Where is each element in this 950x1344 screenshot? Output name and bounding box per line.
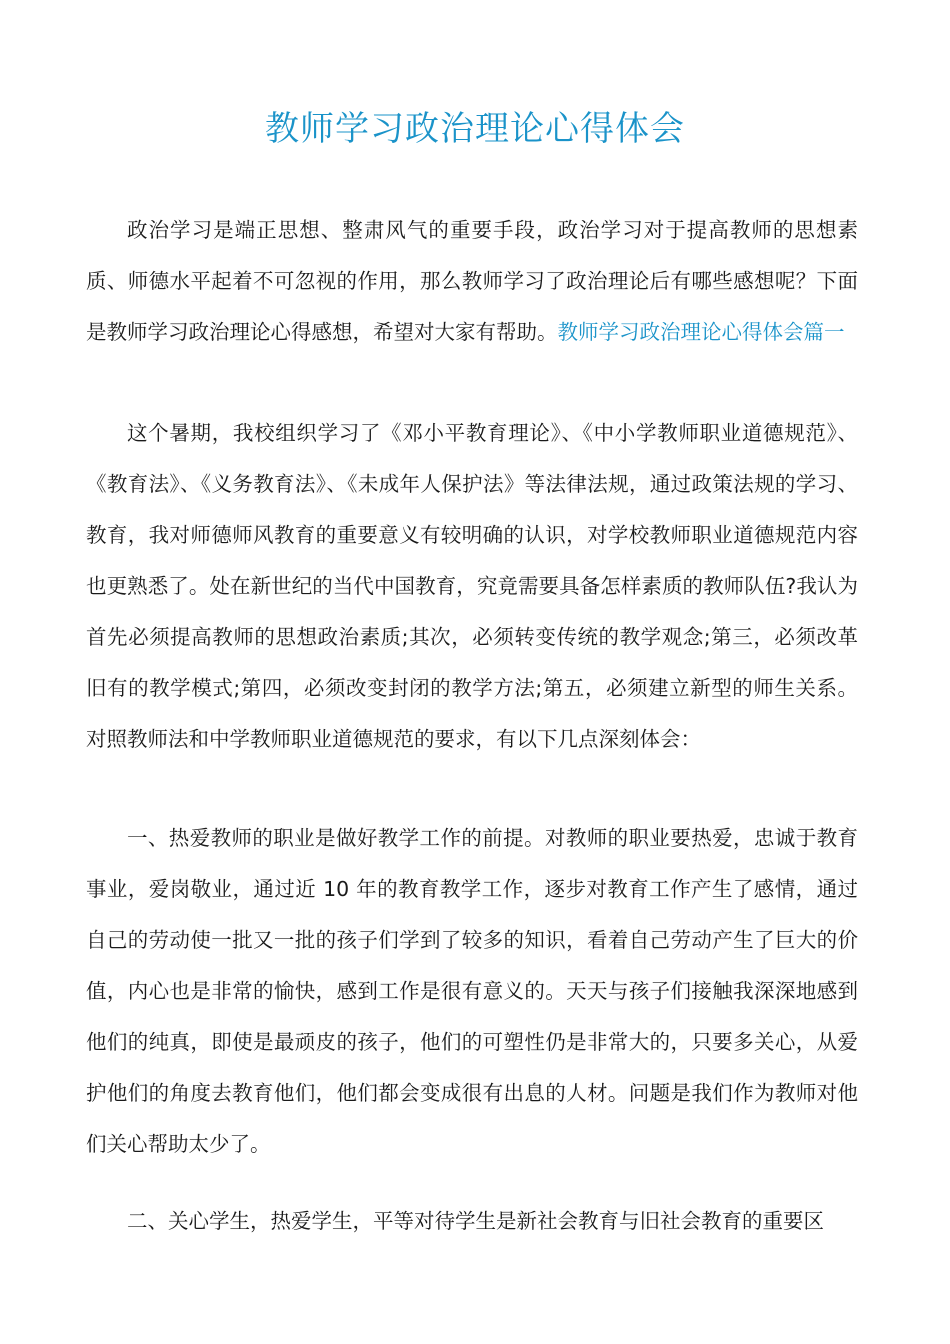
paragraph-1 [86, 408, 858, 765]
section-link[interactable]: 教师学习政治理论心得体会篇一 [557, 320, 845, 344]
paragraph-2 [86, 813, 858, 1170]
paragraph-3 [86, 1196, 858, 1247]
intro-paragraph [86, 205, 858, 358]
paragraph-3-text: 二、关心学生，热爱学生，平等对待学生是新社会教育与旧社会教育的重要区 [127, 1209, 824, 1233]
paragraph-2-text: 一、热爱教师的职业是做好教学工作的前提。对教师的职业要热爱，忠诚于教育事业，爱岗敬业，通过近 10 年的教育教学工作，逐步对教育工作产生了感情，通过自己的劳动使一批又一批的孩子们学到了较多的知识，看着自己劳动产生了巨大的价值，内心也是非常的愉快，感到工作是很有意义的。天天与孩子们接触我深深地感到他们的纯真，即使是最顽皮的孩子，他们的可塑性仍是非常大的，只要多关心，从爱护他们的角度去教育他们，他们都会变成很有出息的人材。问题是我们作为教师对他们关心帮助太少了。 [86, 826, 858, 1156]
document-title: 教师学习政治理论心得体会 [265, 109, 685, 149]
intro-text: 政治学习是端正思想、整肃风气的重要手段，政治学习对于提高教师的思想素质、师德水平起着不可忽视的作用，那么教师学习了政治理论后有哪些感想呢？下面是教师学习政治理论心得感想，希望对大家有帮助。 [86, 218, 858, 344]
paragraph-1-text: 这个暑期，我校组织学习了《邓小平教育理论》、《中小学教师职业道德规范》、《教育法》、《义务教育法》、《未成年人保护法》等法律法规，通过政策法规的学习、教育，我对师德师风教育的重要意义有较明确的认识，对学校教师职业道德规范内容也更熟悉了。处在新世纪的当代中国教育，究竟需要具备怎样素质的教师队伍?我认为首先必须提高教师的思想政治素质;其次，必须转变传统的教学观念;第三，必须改革旧有的教学模式;第四，必须改变封闭的教学方法;第五，必须建立新型的师生关系。对照教师法和中学教师职业道德规范的要求，有以下几点深刻体会： [86, 421, 858, 751]
